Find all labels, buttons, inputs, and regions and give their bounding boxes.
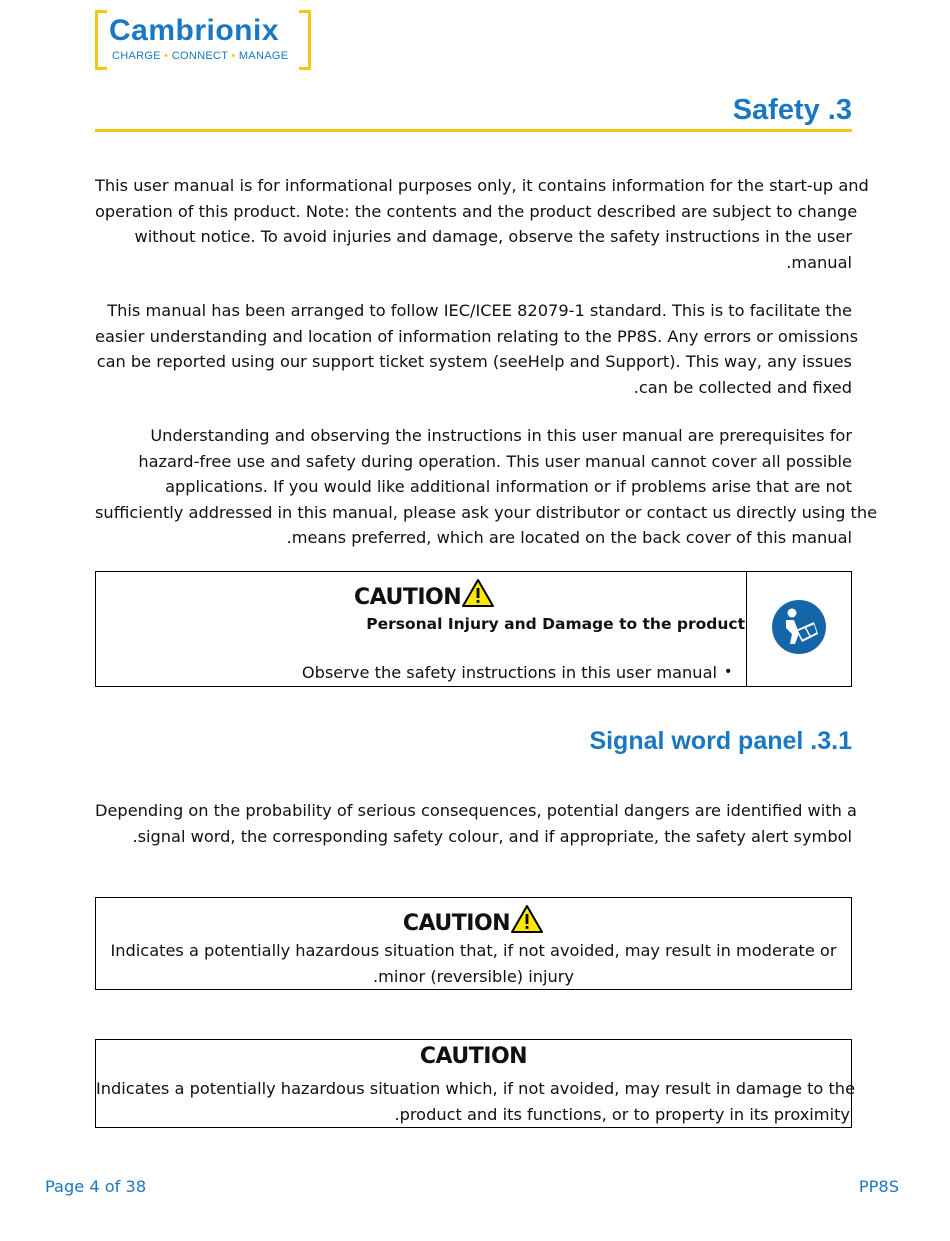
caution-label: CAUTION: [354, 585, 462, 610]
caution-box: [95, 571, 852, 687]
signal-paragraph: [95, 798, 857, 849]
paragraph-line: This manual has been arranged to follow IEC/ICEE 82079-1 standard. This is to facilitate the: [107, 301, 852, 320]
paragraph-line: can be reported using our support ticket system (seeHelp and Support). This way, any issues: [96, 352, 852, 371]
paragraph-line: Depending on the probability of serious consequences, potential dangers are identified with a: [95, 801, 857, 820]
caution-bullet-text: Observe the safety instructions in this user manual: [301, 663, 717, 682]
section-heading: Safety .3: [732, 94, 852, 126]
logo-brand: Cambrionix: [109, 14, 280, 47]
logo-bracket-right: [299, 10, 311, 70]
panel-text: [96, 1076, 856, 1127]
panel-title: [96, 904, 851, 936]
tagline-connect: CONNECT: [171, 50, 229, 62]
caution-title: [354, 578, 495, 610]
cambrionix-logo: [95, 10, 311, 68]
paragraph-line: easier understanding and location of information relating to the PP8S. Any errors or omissions: [95, 326, 859, 346]
paragraph-line: hazard-free use and safety during operation. This user manual cannot cover all possible: [138, 451, 852, 471]
paragraph-line: .means preferred, which are located on the back cover of this manual: [286, 528, 852, 547]
panel-caution-label: CAUTION: [402, 911, 511, 936]
read-manual-icon: [772, 600, 826, 654]
panel-line: .minor (reversible) injury: [372, 966, 574, 986]
paragraph-line: Understanding and observing the instructions in this user manual are prerequisites for: [150, 426, 852, 445]
caution-panel-injury: [95, 897, 852, 990]
panel-line: Indicates a potentially hazardous situation which, if not avoided, may result in damage to the: [96, 1079, 856, 1098]
caution-subheading: Personal Injury and Damage to the product: [366, 615, 745, 633]
paragraph-line: sufficiently addressed in this manual, please ask your distributor or contact us directly using the: [95, 502, 878, 522]
standard-paragraph: [95, 298, 859, 400]
paragraph-line: This user manual is for informational purposes only, it contains information for the start-up and: [95, 176, 869, 195]
heading-rule: [95, 129, 852, 132]
warning-triangle-icon: [510, 904, 544, 934]
paragraph-line: without notice. To avoid injuries and damage, observe the safety instructions in the user: [134, 227, 852, 246]
paragraph-line: operation of this product. Note: the contents and the product described are subject to change: [95, 201, 858, 221]
bullet-dot: •: [725, 663, 731, 680]
tagline-manage: MANAGE: [238, 50, 289, 62]
box-divider: [746, 572, 747, 686]
prerequisites-paragraph: [95, 423, 878, 551]
paragraph-line: .signal word, the corresponding safety colour, and if appropriate, the safety alert symbol: [132, 826, 852, 846]
warning-triangle-icon: [461, 578, 495, 608]
panel-title: CAUTION: [419, 1044, 528, 1069]
intro-paragraph: [95, 173, 869, 275]
tagline-charge: CHARGE: [112, 50, 161, 62]
paragraph-line: applications. If you would like additional information or if problems arise that are not: [165, 477, 852, 496]
paragraph-line: .manual: [786, 252, 852, 272]
panel-line: Indicates a potentially hazardous situation that, if not avoided, may result in moderate or: [110, 941, 837, 960]
panel-line: .product and its functions, or to property in its proximity: [394, 1104, 850, 1124]
paragraph-line: .can be collected and fixed: [633, 377, 852, 397]
caution-panel-damage: [95, 1039, 856, 1128]
subsection-heading: Signal word panel .3.1: [589, 727, 852, 755]
logo-tagline: CHARGE • CONNECT • MANAGE: [112, 50, 289, 62]
product-name: PP8S: [858, 1177, 899, 1196]
page-number: Page 4 of 38: [45, 1177, 147, 1196]
logo-bracket-left: [95, 10, 107, 70]
panel-text: [96, 938, 851, 989]
